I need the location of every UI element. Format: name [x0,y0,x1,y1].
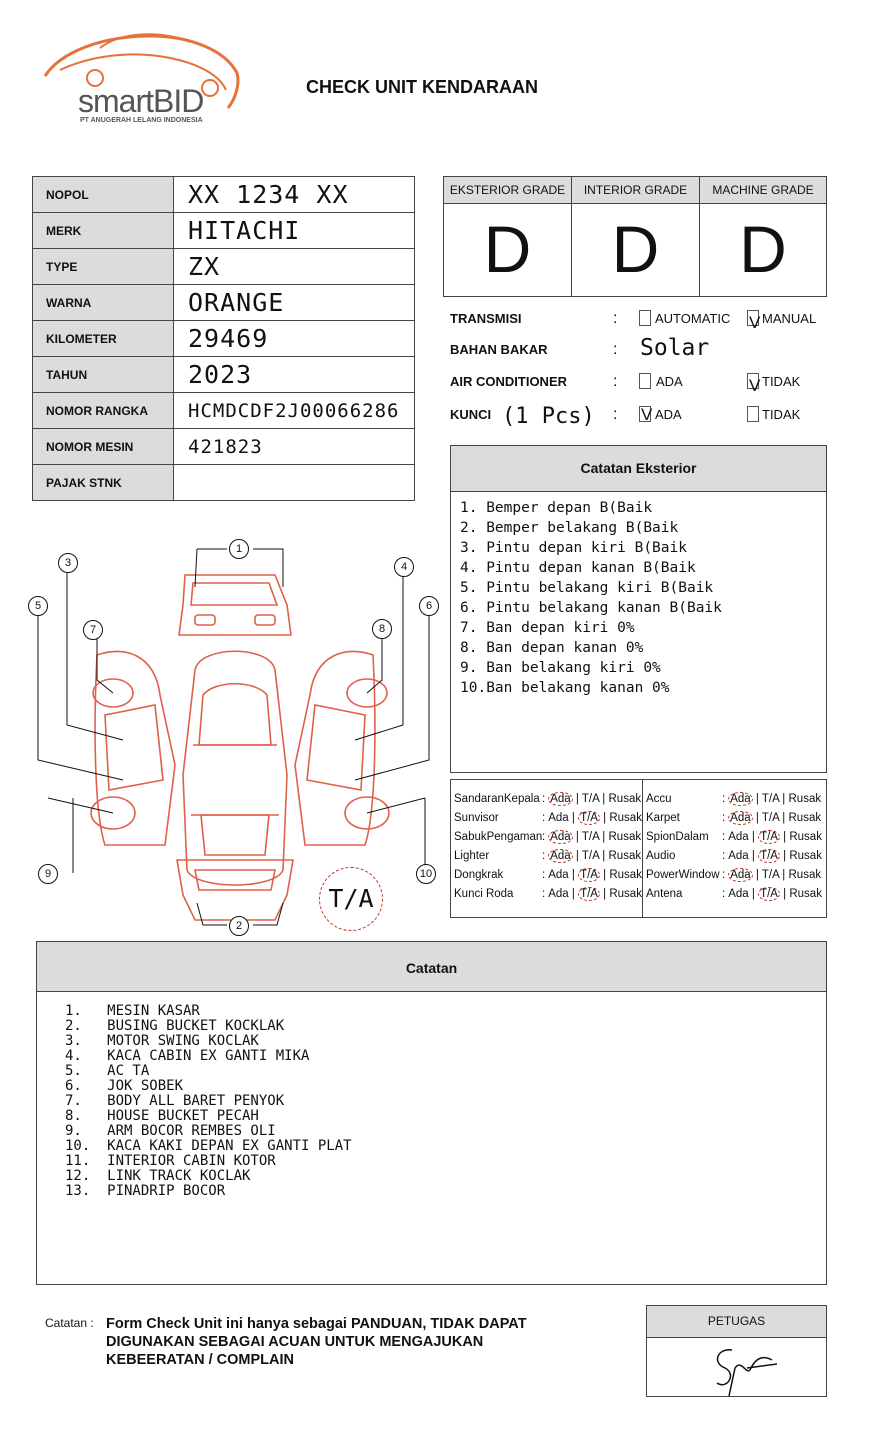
machine-grade [700,177,826,296]
list-item: 2. BUSING BUCKET KOCKLAK [65,1018,285,1034]
list-item: 3. Pintu depan kiri B(Baik [460,540,687,556]
pajak-stnk-value [174,465,415,501]
interior-grade-label: INTERIOR GRADE [572,177,699,204]
accessory-row [646,812,821,824]
list-item: 9. Ban belakang kiri 0% [460,660,661,676]
accessory-row [646,831,822,843]
car-damage-diagram [25,535,445,935]
merk-value: HITACHI [174,213,415,249]
list-item: 8. Ban depan kanan 0% [460,640,644,656]
list-item: 13. PINADRIP BOCOR [65,1183,226,1199]
accessory-option[interactable]: Rusak [788,869,822,881]
type-label: TYPE [33,249,174,285]
accessory-option[interactable]: Rusak [788,793,822,805]
list-item: 8. HOUSE BUCKET PECAH [65,1108,259,1124]
accessory-colon: : [542,793,546,805]
option-separator: | [572,850,582,862]
accessory-option[interactable]: Ada [730,793,751,805]
accessory-option[interactable]: Ada [728,831,749,843]
bahan-bakar-label: BAHAN BAKAR [450,342,548,357]
accessory-option[interactable]: Ada [730,869,751,881]
footer-label: Catatan : [45,1316,94,1330]
nomor-mesin-value: 421823 [174,429,415,465]
option-separator: | [748,850,759,862]
accessory-row [646,850,822,862]
kunci-count: (1 Pcs) [502,404,595,429]
accessory-option[interactable]: T/A [760,850,778,862]
marker-4: 4 [394,557,414,577]
accessory-option[interactable]: Ada [548,888,569,900]
option-separator: | [599,831,609,843]
option-separator: | [568,869,579,881]
car-diagram-svg [25,535,445,935]
accessory-colon: : [542,850,546,862]
marker-1: 1 [229,539,249,559]
machine-grade-value: D [739,212,787,286]
accessory-option[interactable]: Rusak [789,888,822,900]
option-separator: | [599,793,609,805]
accessory-option[interactable]: T/A [581,793,600,805]
footer-disclaimer: Form Check Unit ini hanya sebagai PANDUAN, TIDAK DAPAT DIGUNAKAN SEBAGAI ACUAN UNTUK MENGAJUKAN KEBEERATAN / COMPLAIN [106,1316,527,1368]
nomor-rangka-label: NOMOR RANGKA [33,393,174,429]
transmisi-colon: : [613,310,618,327]
accessory-colon: : [542,869,546,881]
accessory-colon: : [722,812,726,824]
list-item: 7. Ban depan kiri 0% [460,620,635,636]
accessory-option[interactable]: Ada [550,793,571,805]
accessory-name: Audio [646,850,676,862]
list-item: 4. KACA CABIN EX GANTI MIKA [65,1048,310,1064]
list-item: 5. AC TA [65,1063,150,1079]
exterior-grade [444,177,572,296]
option-separator: | [599,850,609,862]
accessory-option[interactable]: T/A [581,850,600,862]
transmisi-automatic-label: AUTOMATIC [655,311,731,326]
marker-3: 3 [58,553,78,573]
list-item: 4. Pintu depan kanan B(Baik [460,560,696,576]
list-item: 7. BODY ALL BARET PENYOK [65,1093,285,1109]
accessory-colon: : [542,812,546,824]
accessory-option[interactable]: T/A [760,831,778,843]
accessory-name: Karpet [646,812,680,824]
list-item: 6. Pintu belakang kanan B(Baik [460,600,722,616]
vehicle-info-table [32,176,415,501]
tahun-label: TAHUN [33,357,174,393]
accessory-colon: : [542,831,546,843]
accessory-option[interactable]: Rusak [788,812,822,824]
accessory-option[interactable]: Rusak [609,869,642,881]
marker-6: 6 [419,596,439,616]
nopol-value: XX 1234 XX [174,177,415,213]
company-logo [40,28,250,138]
list-item: 11. INTERIOR CABIN KOTOR [65,1153,276,1169]
accessory-row [646,793,821,805]
bahan-bakar-value: Solar [640,335,710,361]
petugas-box [646,1305,827,1397]
option-separator: | [779,793,789,805]
accessory-row [454,888,642,900]
type-value: ZX [174,249,415,285]
accessory-option[interactable]: T/A [760,888,778,900]
kilometer-label: KILOMETER [33,321,174,357]
accessory-option[interactable]: Ada [550,850,571,862]
accessory-colon: : [722,793,726,805]
transmisi-manual-check: V [749,313,761,332]
accessories-divider [642,780,643,917]
accessory-option[interactable]: Rusak [608,831,642,843]
list-item: 9. ARM BOCOR REMBES OLI [65,1123,276,1139]
accessory-name: Kunci Roda [454,888,514,900]
nomor-rangka-value: HCMDCDF2J00066286 [174,393,415,429]
option-separator: | [599,812,610,824]
ac-tidak-label: TIDAK [762,374,801,389]
option-separator: | [752,869,762,881]
logo-company: PT ANUGERAH LELANG INDONESIA [80,117,203,124]
kunci-colon: : [613,406,618,423]
accessory-option[interactable]: Rusak [609,812,642,824]
accessory-option[interactable]: T/A [761,812,780,824]
marker-9: 9 [38,864,58,884]
notes-title: Catatan [37,942,826,992]
option-separator: | [572,831,582,843]
accessory-colon: : [542,888,546,900]
marker-5: 5 [28,596,48,616]
list-item: 6. JOK SOBEK [65,1078,184,1094]
accessory-option[interactable]: T/A [761,793,780,805]
pajak-stnk-label: PAJAK STNK [33,465,174,501]
accessory-option[interactable]: T/A [580,812,598,824]
accessory-colon: : [722,831,726,843]
accessory-option[interactable]: Rusak [608,850,642,862]
accessory-option[interactable]: Ada [728,850,749,862]
accessory-option[interactable]: T/A [580,869,598,881]
option-separator: | [572,793,582,805]
accessory-option[interactable]: T/A [581,831,600,843]
interior-grade [572,177,700,296]
accessory-colon: : [722,869,726,881]
warna-label: WARNA [33,285,174,321]
accessory-row [646,869,821,881]
exterior-notes-panel [450,445,827,773]
transmisi-manual-label: MANUAL [762,311,817,326]
transmisi-label: TRANSMISI [450,311,522,326]
option-separator: | [748,831,759,843]
exterior-grade-label: EKSTERIOR GRADE [444,177,571,204]
accessory-name: SabukPengaman [454,831,543,843]
nopol-label: NOPOL [33,177,174,213]
tahun-value: 2023 [174,357,415,393]
list-item: 5. Pintu belakang kiri B(Baik [460,580,714,596]
marker-10: 10 [416,864,436,884]
merk-label: MERK [33,213,174,249]
option-separator: | [779,888,790,900]
option-separator: | [599,869,610,881]
notes-list [65,1004,826,1199]
marker-7: 7 [83,620,103,640]
exterior-notes-title: Catatan Eksterior [451,446,826,492]
grades-panel [443,176,827,297]
accessory-row [454,812,642,824]
list-item: 12. LINK TRACK KOCLAK [65,1168,251,1184]
accessory-option[interactable]: T/A [580,888,598,900]
exterior-grade-value: D [483,212,532,286]
ac-ada-label: ADA [656,374,683,389]
logo-text: smartBID [78,83,204,119]
marker-8: 8 [372,619,392,639]
list-item: 3. MOTOR SWING KOCLAK [65,1033,259,1049]
notes-panel [36,941,827,1285]
list-item: 10. KACA KAKI DEPAN EX GANTI PLAT [65,1138,352,1154]
kunci-tidak-label: TIDAK [762,407,801,422]
option-separator: | [568,812,579,824]
option-separator: | [568,888,579,900]
warna-value: ORANGE [174,285,415,321]
accessory-option[interactable]: Rusak [789,831,822,843]
option-separator: | [752,812,762,824]
nomor-mesin-label: NOMOR MESIN [33,429,174,465]
accessory-option[interactable]: Ada [730,812,751,824]
kunci-label: KUNCI [450,407,492,422]
accessory-name: PowerWindow [646,869,720,881]
option-separator: | [748,888,759,900]
machine-grade-label: MACHINE GRADE [700,177,826,204]
list-item: 1. Bemper depan B(Baik [460,500,653,516]
accessory-option[interactable]: T/A [761,869,780,881]
kilometer-value: 29469 [174,321,415,357]
option-separator: | [779,869,789,881]
exterior-notes-list [460,498,826,698]
marker-2: 2 [229,916,249,936]
option-separator: | [752,793,762,805]
accessory-colon: : [722,850,726,862]
ac-tidak-check: V [749,376,761,395]
accessory-name: Accu [646,793,672,805]
accessories-panel [450,779,827,918]
accessory-option[interactable]: Rusak [608,793,642,805]
accessory-name: SandaranKepala [454,793,540,805]
accessory-name: SpionDalam [646,831,709,843]
ac-label: AIR CONDITIONER [450,374,567,389]
ac-colon: : [613,373,618,390]
bahan-bakar-colon: : [613,341,618,358]
accessory-colon: : [722,888,726,900]
accessory-option[interactable]: Ada [728,888,749,900]
accessory-option[interactable]: Rusak [609,888,642,900]
kunci-ada-check: V [641,405,653,424]
accessory-name: Dongkrak [454,869,504,881]
accessory-row [454,869,642,881]
signature [647,1338,826,1396]
ta-stamp: T/A [319,867,383,931]
accessory-option[interactable]: Ada [550,831,571,843]
option-separator: | [779,812,789,824]
petugas-label: PETUGAS [647,1306,826,1338]
accessory-name: Sunvisor [454,812,499,824]
list-item: 10.Ban belakang kanan 0% [460,680,670,696]
list-item: 1. MESIN KASAR [65,1003,200,1019]
transmisi-automatic-checkbox[interactable] [639,310,651,326]
accessory-option[interactable]: Ada [548,812,569,824]
accessory-row [454,831,641,843]
ac-ada-checkbox[interactable] [639,373,651,389]
accessory-row [454,850,641,862]
list-item: 2. Bemper belakang B(Baik [460,520,679,536]
option-separator: | [779,831,790,843]
page-title: CHECK UNIT KENDARAAN [306,77,538,97]
interior-grade-value: D [611,212,660,286]
accessory-name: Lighter [454,850,490,862]
accessory-row [646,888,822,900]
option-separator: | [779,850,790,862]
accessory-name: Antena [646,888,683,900]
kunci-ada-label: ADA [655,407,682,422]
accessory-row [454,793,641,805]
accessory-option[interactable]: Ada [548,869,569,881]
accessory-option[interactable]: Rusak [789,850,822,862]
option-separator: | [599,888,610,900]
kunci-tidak-checkbox[interactable] [747,406,759,422]
